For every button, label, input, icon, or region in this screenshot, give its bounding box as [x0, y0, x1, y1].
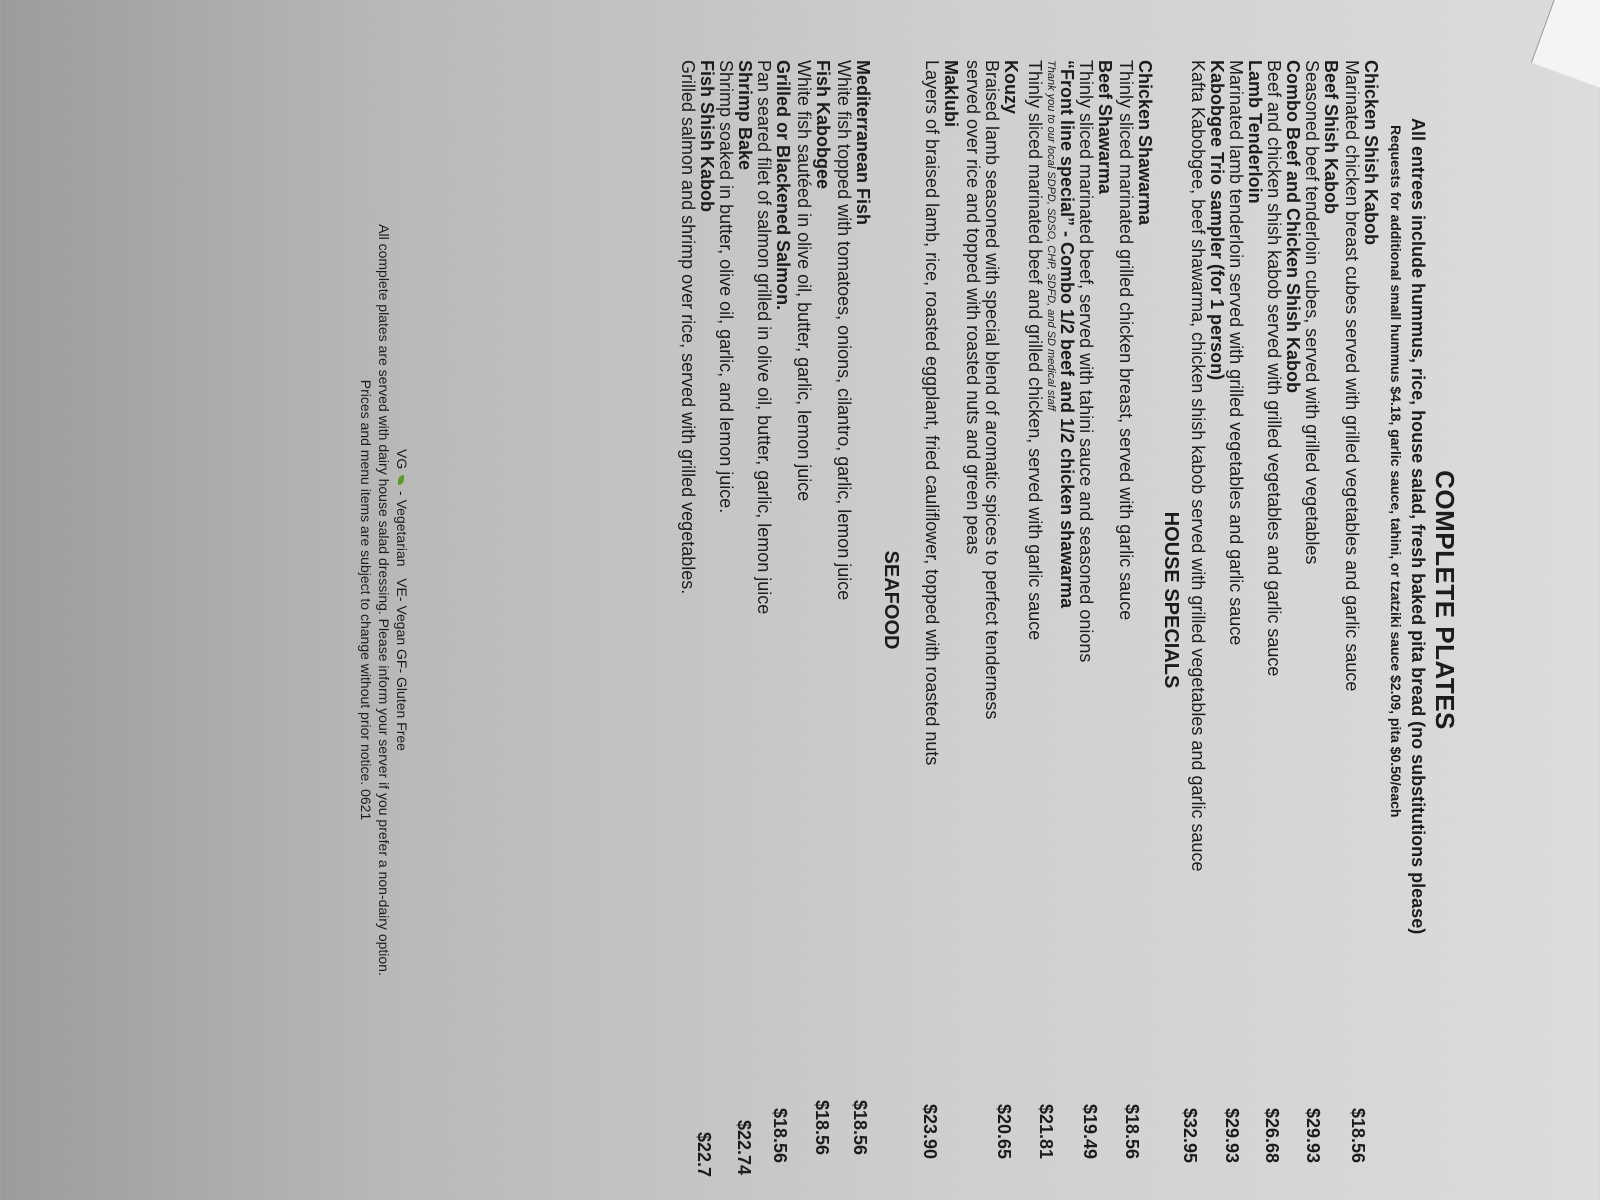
item-name: Kabobgee Trio sampler (for 1 person) [1207, 60, 1227, 381]
menu-item [1076, 60, 1114, 1180]
menu-item [716, 60, 754, 1180]
item-name: Grilled or Blackened Salmon. [773, 60, 793, 311]
menu-item [1025, 60, 1076, 1180]
leaf-icon [398, 475, 404, 485]
item-desc: Layers of braised lamb, rice, roasted eggplant, fried cauliflower, topped with roasted nuts [922, 60, 942, 766]
item-name: “Front line special” - Combo 1/2 beef and 1/2 chicken shawarma [1057, 60, 1077, 609]
menu-item [1116, 60, 1154, 1180]
item-desc: Shrimp soaked in butter, olive oil, garlic, and lemon juice. [716, 60, 736, 514]
item-desc: Pan seared filet of salmon grilled in olive oil, butter, garlic, lemon juice [754, 60, 774, 615]
item-price: $29.93 [1303, 1108, 1323, 1164]
intro-line-1: All entrees include hummus, rice, house salad, fresh baked pita bread (no substitutions please) [1408, 118, 1428, 935]
dietary-legend [394, 0, 410, 1200]
item-price: $18.56 [770, 1108, 790, 1164]
item-name: Shrimp Bake [735, 60, 755, 171]
item-price: $26.68 [1262, 1108, 1282, 1164]
item-desc-continued: served over rice and topped with roasted nuts and green peas [963, 60, 983, 555]
item-desc: Beef and chicken shish kabob served with grilled vegetables and garlic sauce [1264, 60, 1284, 677]
item-price: $32.95 [1180, 1108, 1200, 1164]
item-desc: Marinated lamb tenderloin served with grilled vegetables and garlic sauce [1226, 60, 1246, 646]
item-price: $22.7 [694, 1132, 714, 1178]
item-price: $29.93 [1222, 1108, 1242, 1164]
item-note: Thank you to our local SDPD, SDSO, CHP, SDFD, and SD medical staff [1045, 60, 1057, 411]
item-price: $19.49 [1080, 1104, 1100, 1160]
menu-item [754, 60, 792, 1180]
legend-vegan-gluten-free: VE- Vegan GF- Gluten Free [394, 578, 410, 751]
item-desc: Kafta Kabobgee, beef shawarma, chicken shish kabob served with grilled vegetables and garlic sauce [1188, 60, 1208, 872]
item-price: $18.56 [1348, 1108, 1368, 1164]
item-desc: Braised lamb seasoned with special blend of aromatic spices to perfect tenderness [982, 60, 1002, 720]
menu-item [1264, 60, 1302, 1180]
item-name: Kouzy [1001, 60, 1021, 114]
item-name: Beef Shish Kabob [1321, 60, 1341, 215]
item-name: Combo Beef and Chicken Shish Kabob [1283, 60, 1303, 394]
item-price: $22.74 [734, 1120, 754, 1176]
item-price: $20.65 [994, 1104, 1014, 1160]
page-title: COMPLETE PLATES [1430, 470, 1460, 730]
menu-item [922, 60, 960, 1180]
item-desc: Marinated chicken breast cubes served with grilled vegetables and garlic sauce [1342, 60, 1362, 692]
menu-item [1188, 60, 1226, 1180]
item-desc: White fish topped with tomatoes, onions, cilantro, garlic, lemon juice [834, 60, 854, 601]
legend-vg: VG [394, 449, 410, 470]
legend-vegetarian: - Vegetarian [394, 491, 410, 567]
item-desc: Seasoned beef tenderloin cubes, served with grilled vegetables [1302, 60, 1322, 565]
item-desc: Thinly sliced marinated beef and grilled chicken, served with garlic sauce [1025, 60, 1045, 641]
menu-item [1226, 60, 1264, 1180]
item-name: Fish Shish Kabob [697, 60, 717, 213]
item-name: Lamb Tenderloin [1245, 60, 1265, 204]
menu-item [963, 60, 1020, 1180]
item-name: Beef Shawarma [1095, 60, 1115, 195]
item-price: $18.56 [850, 1100, 870, 1156]
footer-note-dairy: All complete plates are served with dairy house salad dressing. Please inform your server if you prefer a non-dairy option. [376, 224, 392, 976]
item-price: $18.56 [1122, 1104, 1142, 1160]
item-name: Mediterranean Fish [853, 60, 873, 226]
menu-item [1342, 60, 1380, 1180]
section-heading-seafood: SEAFOOD [880, 550, 902, 650]
item-price: $23.90 [920, 1104, 940, 1160]
item-desc: White fish sautéed in olive oil, butter, garlic, lemon juice [794, 60, 814, 502]
item-desc: Grilled salmon and shrimp over rice, served with grilled vegetables. [678, 60, 698, 595]
footer-note-prices: Prices and menu items are subject to change without prior notice. 0621 [358, 379, 374, 821]
section-heading-house-specials: HOUSE SPECIALS [1160, 511, 1182, 689]
item-name: Chicken Shish Kabob [1361, 60, 1381, 246]
menu-item [834, 60, 872, 1180]
item-desc: Thinly sliced marinated beef, served with tahini sauce and seasoned onions [1076, 60, 1096, 663]
intro-line-2: Requests for additional small hummus $4.18, garlic sauce, tahini, or tzatziki sauce $2.09, pita $0.50/each [1388, 125, 1404, 818]
item-name: Fish Kabobgee [813, 60, 833, 190]
menu-item [794, 60, 832, 1180]
item-name: Maklubi [941, 60, 961, 128]
menu-item [678, 60, 716, 1180]
item-desc: Thinly sliced marinated grilled chicken breast, served with garlic sauce [1116, 60, 1136, 621]
item-name: Chicken Shawarma [1135, 60, 1155, 226]
item-price: $21.81 [1036, 1104, 1056, 1160]
item-price: $18.56 [812, 1100, 832, 1156]
menu-item [1302, 60, 1340, 1180]
